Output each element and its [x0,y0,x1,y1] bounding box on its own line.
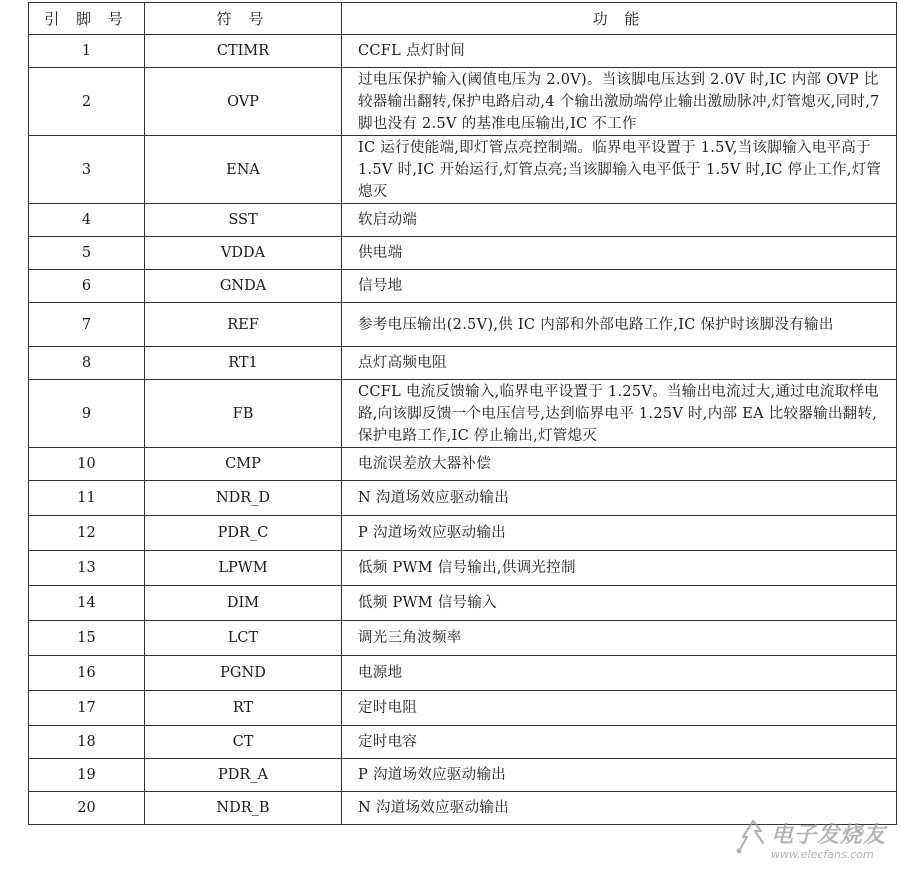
function-cell: 定时电阻 [342,691,897,726]
function-cell: CCFL 电流反馈输入,临界电平设置于 1.25V。当输出电流过大,通过电流取样电路,向该脚反馈一个电压信号,达到临界电平 1.25V 时,内部 EA 比较器输出翻转,保护电路工作,IC 停止输出,灯管熄灭 [342,380,897,448]
function-cell: 参考电压输出(2.5V),供 IC 内部和外部电路工作,IC 保护时该脚没有输出 [342,303,897,347]
symbol-cell: VDDA [145,237,342,270]
symbol-cell: RT [145,691,342,726]
header-symbol: 符 号 [145,3,342,35]
symbol-cell: NDR_D [145,481,342,516]
watermark-url: www.elecfans.com [770,848,874,861]
function-cell: 过电压保护输入(阈值电压为 2.0V)。当该脚电压达到 2.0V 时,IC 内部 OVP 比较器输出翻转,保护电路启动,4 个输出激励端停止输出激励脉冲,灯管熄灭,同时,7 脚也没有 2.5V 的基准电压输出,IC 不工作 [342,68,897,136]
symbol-cell: PDR_C [145,516,342,551]
pin-number-cell: 16 [29,656,145,691]
pin-number-cell: 3 [29,136,145,204]
table-row [29,551,897,586]
pin-number-cell: 15 [29,621,145,656]
table-row [29,347,897,380]
watermark [733,817,886,861]
table-row [29,481,897,516]
function-cell: 软启动端 [342,204,897,237]
function-cell: 供电端 [342,237,897,270]
pin-function-table [28,2,897,825]
function-cell: IC 运行使能端,即灯管点亮控制端。临界电平设置于 1.5V,当该脚输入电平高于 1.5V 时,IC 开始运行,灯管点亮;当该脚输入电平低于 1.5V 时,IC 停止工作,灯管熄灭 [342,136,897,204]
header-function: 功 能 [342,3,897,35]
function-cell: N 沟道场效应驱动输出 [342,792,897,825]
table-row [29,448,897,481]
symbol-cell: FB [145,380,342,448]
pin-number-cell: 20 [29,792,145,825]
function-cell: CCFL 点灯时间 [342,35,897,68]
function-cell: P 沟道场效应驱动输出 [342,759,897,792]
pin-number-cell: 12 [29,516,145,551]
watermark-site-name: 电子发烧友 [770,823,886,848]
table-row [29,656,897,691]
symbol-cell: CT [145,726,342,759]
symbol-cell: LCT [145,621,342,656]
symbol-cell: REF [145,303,342,347]
symbol-cell: DIM [145,586,342,621]
table-row [29,759,897,792]
pin-number-cell: 14 [29,586,145,621]
table-row [29,726,897,759]
pin-number-cell: 5 [29,237,145,270]
pin-number-cell: 11 [29,481,145,516]
function-cell: 定时电容 [342,726,897,759]
table-row [29,516,897,551]
table-row [29,621,897,656]
function-cell: 点灯高频电阻 [342,347,897,380]
symbol-cell: GNDA [145,270,342,303]
elecfans-logo-icon [733,817,767,861]
pin-number-cell: 9 [29,380,145,448]
function-cell: 调光三角波频率 [342,621,897,656]
table-row [29,35,897,68]
function-cell: 电流误差放大器补偿 [342,448,897,481]
pin-number-cell: 7 [29,303,145,347]
symbol-cell: NDR_B [145,792,342,825]
table-row [29,136,897,204]
symbol-cell: ENA [145,136,342,204]
table-row [29,68,897,136]
pin-number-cell: 18 [29,726,145,759]
function-cell: 电源地 [342,656,897,691]
pin-number-cell: 8 [29,347,145,380]
function-cell: 低频 PWM 信号输出,供调光控制 [342,551,897,586]
table-row [29,270,897,303]
pin-number-cell: 10 [29,448,145,481]
symbol-cell: CTIMR [145,35,342,68]
pin-number-cell: 1 [29,35,145,68]
symbol-cell: PGND [145,656,342,691]
table-row [29,204,897,237]
table-row [29,691,897,726]
function-cell: N 沟道场效应驱动输出 [342,481,897,516]
function-cell: 低频 PWM 信号输入 [342,586,897,621]
table-row [29,586,897,621]
symbol-cell: SST [145,204,342,237]
table-row [29,303,897,347]
pin-number-cell: 17 [29,691,145,726]
pin-number-cell: 6 [29,270,145,303]
table-row [29,380,897,448]
table-header-row [29,3,897,35]
symbol-cell: CMP [145,448,342,481]
symbol-cell: OVP [145,68,342,136]
symbol-cell: RT1 [145,347,342,380]
header-pin-number: 引 脚 号 [29,3,145,35]
symbol-cell: LPWM [145,551,342,586]
pin-number-cell: 2 [29,68,145,136]
pin-number-cell: 4 [29,204,145,237]
table-body [29,35,897,825]
function-cell: P 沟道场效应驱动输出 [342,516,897,551]
pin-number-cell: 19 [29,759,145,792]
pin-number-cell: 13 [29,551,145,586]
table-row [29,237,897,270]
symbol-cell: PDR_A [145,759,342,792]
function-cell: 信号地 [342,270,897,303]
